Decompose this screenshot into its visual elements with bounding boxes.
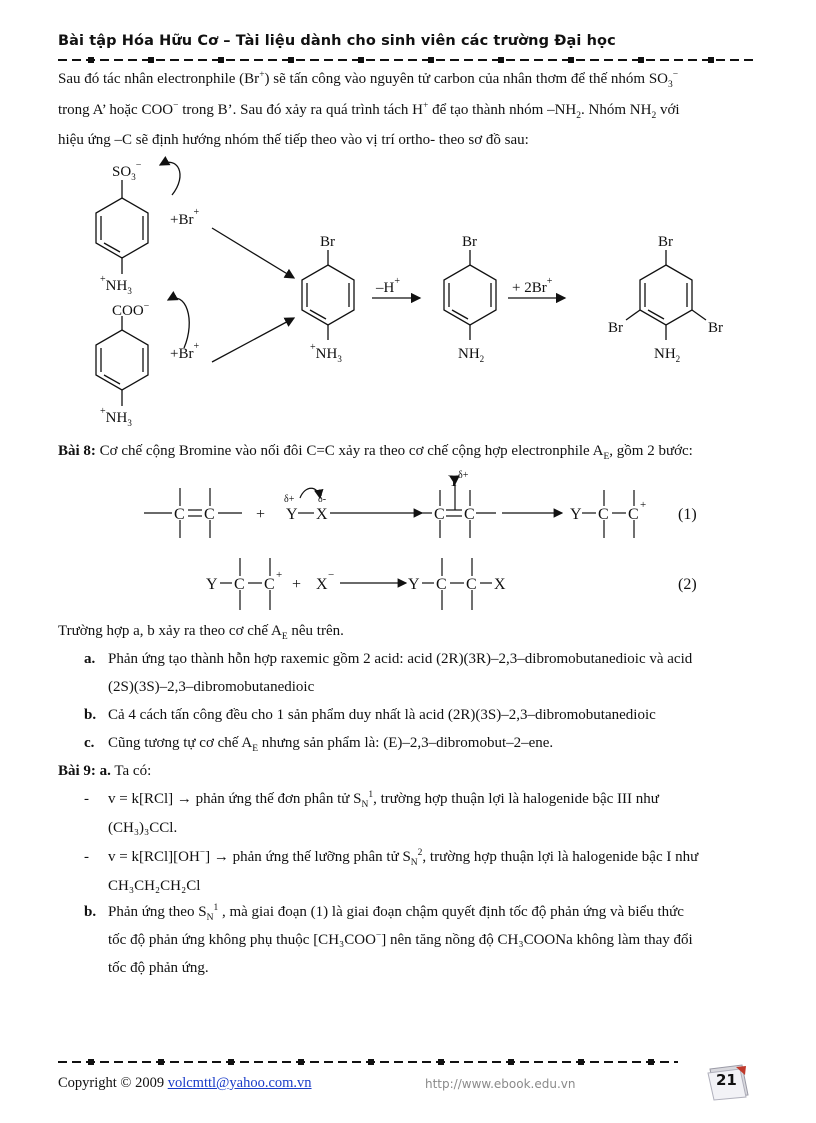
- nh2-label-d: $NH_2$: [458, 346, 485, 364]
- x-atom: X: [316, 506, 328, 523]
- cation-charge: +: [640, 499, 647, 511]
- email-link[interactable]: volcmttl@yahoo.com.vn: [167, 1075, 312, 1091]
- x-atom: X: [316, 576, 328, 593]
- footer-copyright: [58, 1075, 312, 1092]
- bai9-text: (CH₃)₃CCl.: [108, 820, 178, 836]
- superscript: 1: [213, 903, 219, 913]
- carbon-atom: C: [598, 506, 609, 523]
- intro-text: với: [656, 102, 680, 118]
- bromination-scheme: [60, 150, 760, 440]
- bai9-text: Ta có:: [110, 763, 152, 779]
- coo-label: COO−: [112, 301, 150, 319]
- intro-text: Sau đó tác nhân electronphile (Br: [58, 71, 260, 87]
- case-b-line: Cả 4 cách tấn công đều cho 1 sản phẩm duy nhất là acid (2R)(3S)–2,3–dibromobutanedioic: [108, 707, 656, 723]
- subscript: N: [361, 800, 369, 810]
- nh3-label-a: $+NH_3$: [100, 274, 132, 296]
- subscript: N: [206, 913, 214, 923]
- carbon-atom: C: [204, 506, 215, 523]
- case-a-line1: Phản ứng tạo thành hỗn hợp raxemic gồm 2 acid: acid (2R)(3R)–2,3–dibromobutanedioic và acid: [108, 651, 693, 667]
- footer-divider: [58, 1058, 678, 1066]
- bai9-b-label: b.: [84, 904, 97, 920]
- cases-text: nêu trên.: [287, 623, 344, 639]
- bai9-text: ] nên tăng nồng độ CH₃COONa không làm thay đổi: [381, 932, 693, 948]
- charge: +: [259, 70, 265, 80]
- intro-text: trong A’ hoặc COO: [58, 102, 174, 118]
- reaction-arrow-a: [212, 228, 294, 278]
- bai9-text: , mà giai đoạn (1) là giai đoạn chậm quyết định tốc độ phản ứng và biểu thức: [218, 904, 684, 920]
- case-a-label: a.: [84, 651, 96, 667]
- carbon-atom: C: [264, 576, 275, 593]
- case-c: [84, 735, 764, 752]
- page-number: 21: [716, 1071, 737, 1089]
- reaction-arrow-b: [212, 318, 294, 362]
- charge: −: [672, 70, 679, 80]
- subscript: N: [410, 858, 418, 868]
- plus-2br-label: + 2Br+: [512, 276, 553, 296]
- cases-text: Trường hợp a, b xảy ra theo cơ chế A: [58, 623, 282, 639]
- delta-minus-label: δ-: [318, 494, 327, 505]
- superscript: −: [375, 931, 382, 941]
- bai9-text: v = k[RCl][OH: [108, 849, 200, 865]
- bai9-label: Bài 9: a.: [58, 763, 111, 779]
- nh2-label-e: $NH_2$: [654, 346, 681, 364]
- bai9-text: ] → phản ứng thế lưỡng phân tử S: [205, 849, 411, 865]
- br-label-e-right: Br: [708, 320, 723, 336]
- y-atom: Y: [408, 576, 420, 593]
- intro-text: hiệu ứng –C sẽ định hướng nhóm thế tiếp theo vào vị trí ortho- theo sơ đồ sau:: [58, 132, 529, 148]
- bai9-heading: [58, 763, 151, 780]
- superscript: 1: [368, 790, 374, 800]
- case-a: [84, 651, 764, 695]
- bai9-text: , trường hợp thuận lợi là halogenide bậc I như: [422, 849, 699, 865]
- nh3-label-b: $+NH_3$: [100, 406, 132, 428]
- br-label-e-left: Br: [608, 320, 623, 336]
- subscript: 3: [668, 80, 673, 90]
- benzene-ring-e: [626, 250, 706, 340]
- so3-label: $SO_3^-$: [112, 160, 142, 182]
- bai8-heading: [58, 443, 693, 460]
- addition-mechanism-scheme: [140, 470, 720, 620]
- carbon-atom: C: [464, 506, 475, 523]
- minus-h-label: –H+: [376, 276, 400, 296]
- br-label-d: Br: [462, 234, 477, 250]
- case-b-label: b.: [84, 707, 97, 723]
- carbon-atom: C: [466, 576, 477, 593]
- subscript: 2: [651, 111, 657, 121]
- bai9-text: v = k[RCl] → phản ứng thế đơn phân tử S: [108, 791, 362, 807]
- intro-text: ) sẽ tấn công vào nguyên tử carbon của nhân thơm để thế nhóm SO: [264, 71, 669, 87]
- bai9-item-1: [84, 790, 764, 836]
- y-atom: Y: [286, 506, 298, 523]
- y-atom: Y: [448, 473, 460, 490]
- bai9-text: Phản ứng theo S: [108, 904, 207, 920]
- carbon-atom: C: [234, 576, 245, 593]
- bai9-text: , trường hợp thuận lợi là halogenide bậc III như: [373, 791, 659, 807]
- page-number-badge: [706, 1063, 752, 1101]
- bai8-label: Bài 8:: [58, 443, 96, 459]
- case-b: [84, 707, 764, 724]
- benzene-ring-a: [96, 180, 148, 274]
- carbon-atom: C: [628, 506, 639, 523]
- cation-charge: +: [276, 569, 283, 581]
- plus-sign: +: [292, 576, 302, 593]
- bullet-dash: -: [84, 791, 89, 807]
- bai9-text: tốc độ phản ứng không phụ thuộc [CH₃COO: [108, 932, 376, 948]
- intro-text: để tạo thành nhóm –NH: [428, 102, 577, 118]
- bai8-text: Cơ chế cộng Bromine vào nối đôi C=C xảy ra theo cơ chế cộng hợp electronphile A: [95, 443, 604, 459]
- bai8-text: , gồm 2 bước:: [609, 443, 693, 459]
- br-label-c: Br: [320, 234, 335, 250]
- subscript: E: [603, 452, 610, 462]
- y-atom: Y: [206, 576, 218, 593]
- delta-plus-label: δ+: [284, 494, 295, 505]
- carbon-atom: C: [434, 506, 445, 523]
- attack-arrow-b: [168, 298, 189, 348]
- attack-arrow-a: [160, 162, 180, 195]
- plus-sign: +: [256, 506, 266, 523]
- benzene-ring-d: [444, 250, 496, 340]
- br-label-e-top: Br: [658, 234, 673, 250]
- x-atom: X: [494, 576, 506, 593]
- carbon-atom: C: [436, 576, 447, 593]
- plus-br-label-b: +Br+: [170, 341, 200, 362]
- superscript: −: [199, 848, 206, 858]
- case-c-text: Cũng tương tự cơ chế A: [108, 735, 253, 751]
- charge: +: [423, 101, 429, 111]
- delta-plus-label: δ+: [458, 470, 469, 481]
- subscript: 2: [576, 111, 582, 121]
- nh3-label-c: $+NH_3$: [310, 342, 342, 364]
- bai9-text: tốc độ phản ứng.: [108, 960, 209, 976]
- step-2-label: (2): [678, 576, 697, 593]
- copyright-text: Copyright © 2009: [58, 1075, 168, 1091]
- superscript: 2: [417, 848, 423, 858]
- subscript: E: [252, 744, 259, 754]
- benzene-ring-c: [302, 250, 354, 340]
- plus-br-label-a: +Br+: [170, 207, 200, 228]
- header-divider: [58, 56, 758, 64]
- case-c-label: c.: [84, 735, 95, 751]
- step-1-label: (1): [678, 506, 697, 523]
- intro-text: . Nhóm NH: [581, 102, 652, 118]
- cases-intro: [58, 623, 344, 640]
- bai9-item-b: [84, 903, 764, 976]
- case-c-text: nhưng sản phẩm là: (E)–2,3–dibromobut–2–ene.: [258, 735, 554, 751]
- anion-charge: −: [328, 569, 335, 581]
- page-header-title: Bài tập Hóa Hữu Cơ – Tài liệu dành cho sinh viên các trường Đại học: [58, 33, 616, 49]
- charge: −: [173, 101, 179, 111]
- carbon-atom: C: [174, 506, 185, 523]
- footer-url[interactable]: http://www.ebook.edu.vn: [425, 1077, 576, 1091]
- case-a-line2: (2S)(3S)–2,3–dibromobutanedioic: [108, 679, 315, 695]
- bai9-item-2: [84, 848, 764, 894]
- subscript: E: [281, 632, 288, 642]
- bullet-dash: -: [84, 849, 89, 865]
- benzene-ring-b: [96, 316, 148, 406]
- intro-text: trong B’. Sau đó xảy ra quá trình tách H: [178, 102, 424, 118]
- bai9-text: CH₃CH₂CH₂Cl: [108, 878, 201, 894]
- y-atom: Y: [570, 506, 582, 523]
